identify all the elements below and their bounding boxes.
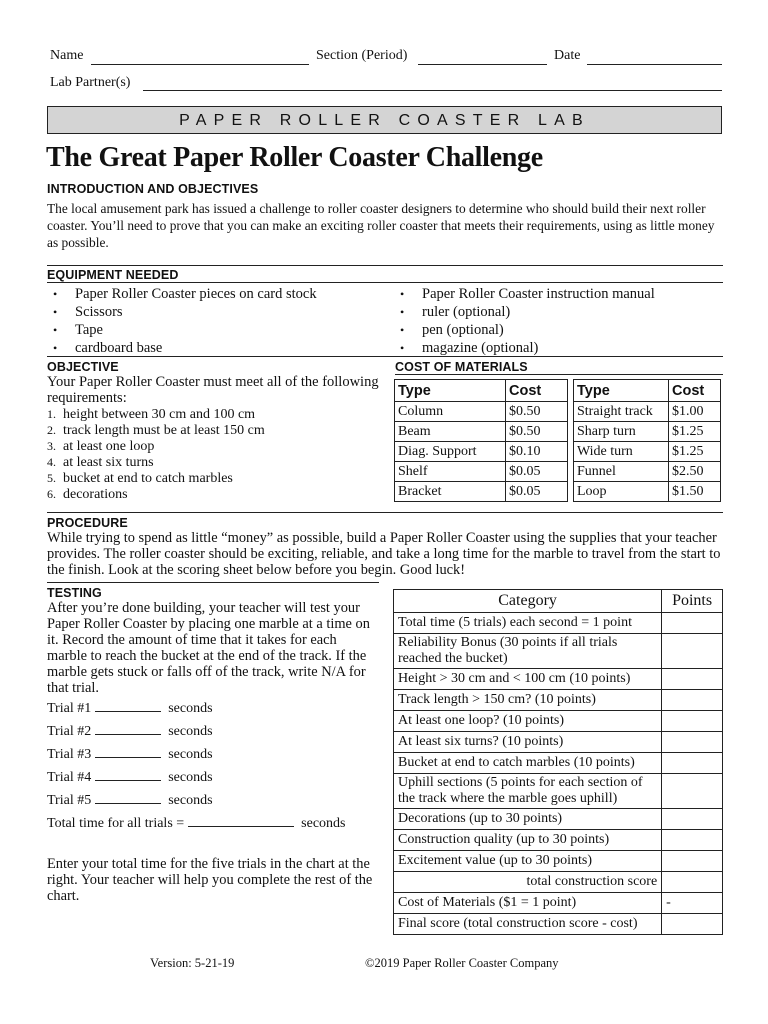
list-item: • Tape xyxy=(45,321,385,339)
testing-heading: TESTING xyxy=(47,586,102,600)
table-cell: Wide turn xyxy=(574,442,669,462)
table-cell: $0.05 xyxy=(506,482,568,502)
score-points-cell[interactable] xyxy=(662,809,723,830)
score-points-cell[interactable] xyxy=(662,613,723,634)
intro-text: The local amusement park has issued a challenge to roller coaster designers to determine who should build their next roller coaster. You’ll need to prove that you can make an exciting roller coaster that meets their requirements, using as little money as possible. xyxy=(47,201,715,250)
table-row xyxy=(394,851,723,872)
score-points-cell[interactable] xyxy=(662,711,723,732)
objective-text: Your Paper Roller Coaster must meet all of the following requirements: xyxy=(47,374,379,406)
trial-row xyxy=(47,770,377,793)
score-points-cell[interactable] xyxy=(662,872,723,893)
divider xyxy=(47,265,723,266)
table-row xyxy=(395,402,721,422)
seconds-label: seconds xyxy=(301,816,346,831)
seconds-label: seconds xyxy=(168,793,213,808)
trial-row xyxy=(47,701,377,724)
table-cell: Column xyxy=(395,402,506,422)
table-cell: Beam xyxy=(395,422,506,442)
table-cell: Loop xyxy=(574,482,669,502)
partner-field[interactable] xyxy=(143,90,722,91)
table-cell: $0.05 xyxy=(506,462,568,482)
trial-list xyxy=(47,701,377,839)
table-row xyxy=(395,442,721,462)
score-category-cell: Reliability Bonus (30 points if all trials reached the bucket) xyxy=(394,634,662,669)
score-points-cell[interactable]: - xyxy=(662,893,723,914)
table-header: Type xyxy=(574,380,669,402)
trial-row xyxy=(47,793,377,816)
score-points-cell[interactable] xyxy=(662,634,723,669)
trial-label: Trial #5 xyxy=(47,793,92,808)
procedure-text: While trying to spend as little “money” as possible, build a Paper Roller Coaster using the supplies that your teacher provides. The roller coaster should be exciting, reliable, and take a long time for the marble to travel from the start to the finish. Look at the scoring sheet below before you begin. Good luck! xyxy=(47,530,721,578)
trial-label: Trial #1 xyxy=(47,701,92,716)
name-label: Name xyxy=(50,48,84,63)
table-cell: $1.25 xyxy=(669,422,721,442)
table-row xyxy=(394,753,723,774)
divider xyxy=(47,512,723,513)
trial-label: Trial #2 xyxy=(47,724,92,739)
table-header: Points xyxy=(662,590,723,613)
score-table xyxy=(393,589,723,935)
table-cell: $1.25 xyxy=(669,442,721,462)
equipment-list-right xyxy=(392,285,722,357)
list-item: • cardboard base xyxy=(45,339,385,357)
score-category-cell: Bucket at end to catch marbles (10 points) xyxy=(394,753,662,774)
total-time-row xyxy=(47,816,377,839)
table-cell: $0.50 xyxy=(506,422,568,442)
score-category-cell: Decorations (up to 30 points) xyxy=(394,809,662,830)
cost-table xyxy=(394,379,721,502)
table-row xyxy=(394,669,723,690)
score-category-cell: Cost of Materials ($1 = 1 point) xyxy=(394,893,662,914)
table-cell: $1.50 xyxy=(669,482,721,502)
testing-footer-text: Enter your total time for the five trials in the chart at the right. Your teacher will help you complete the rest of the chart. xyxy=(47,856,373,904)
list-item: 5. bucket at end to catch marbles xyxy=(47,471,233,486)
list-item: • magazine (optional) xyxy=(392,339,722,357)
trial-row xyxy=(47,724,377,747)
trial-1-field[interactable] xyxy=(95,711,161,712)
list-item: • Paper Roller Coaster instruction manual xyxy=(392,285,722,303)
list-item: 3. at least one loop xyxy=(47,439,155,454)
table-row xyxy=(394,893,723,914)
table-header: Type xyxy=(395,380,506,402)
table-row xyxy=(394,914,723,935)
table-row xyxy=(394,872,723,893)
table-header: Cost xyxy=(506,380,568,402)
version-label: Version: 5-21-19 xyxy=(150,956,235,970)
list-item: 2. track length must be at least 150 cm xyxy=(47,423,265,438)
table-cell: Diag. Support xyxy=(395,442,506,462)
score-points-cell[interactable] xyxy=(662,669,723,690)
score-points-cell[interactable] xyxy=(662,774,723,809)
copyright-label: ©2019 Paper Roller Coaster Company xyxy=(365,956,559,970)
name-field[interactable] xyxy=(91,64,309,65)
page-title: The Great Paper Roller Coaster Challenge xyxy=(46,142,543,173)
table-row xyxy=(394,830,723,851)
list-item: • Scissors xyxy=(45,303,385,321)
divider xyxy=(47,282,723,283)
procedure-heading: PROCEDURE xyxy=(47,516,128,530)
trial-3-field[interactable] xyxy=(95,757,161,758)
table-cell: Funnel xyxy=(574,462,669,482)
seconds-label: seconds xyxy=(168,770,213,785)
table-row xyxy=(395,482,721,502)
list-item: 4. at least six turns xyxy=(47,455,154,470)
table-cell: Straight track xyxy=(574,402,669,422)
equipment-list-left xyxy=(45,285,385,357)
table-header: Cost xyxy=(669,380,721,402)
score-category-cell: At least six turns? (10 points) xyxy=(394,732,662,753)
list-item: • pen (optional) xyxy=(392,321,722,339)
intro-heading: INTRODUCTION AND OBJECTIVES xyxy=(47,182,259,196)
table-row xyxy=(394,809,723,830)
seconds-label: seconds xyxy=(168,701,213,716)
table-cell: $1.00 xyxy=(669,402,721,422)
table-cell: $0.10 xyxy=(506,442,568,462)
table-row xyxy=(394,732,723,753)
table-cell: $2.50 xyxy=(669,462,721,482)
date-field[interactable] xyxy=(587,64,722,65)
equipment-heading: EQUIPMENT NEEDED xyxy=(47,268,179,282)
score-points-cell[interactable] xyxy=(662,753,723,774)
score-category-cell: total construction score xyxy=(394,872,662,893)
cost-heading: COST OF MATERIALS xyxy=(395,360,528,374)
table-cell: Sharp turn xyxy=(574,422,669,442)
score-category-cell: Track length > 150 cm? (10 points) xyxy=(394,690,662,711)
score-points-cell[interactable] xyxy=(662,732,723,753)
list-item: • Paper Roller Coaster pieces on card stock xyxy=(45,285,385,303)
table-row xyxy=(394,774,723,809)
trial-5-field[interactable] xyxy=(95,803,161,804)
score-category-cell: At least one loop? (10 points) xyxy=(394,711,662,732)
table-row xyxy=(394,690,723,711)
score-points-cell[interactable] xyxy=(662,690,723,711)
section-field[interactable] xyxy=(418,64,547,65)
trial-4-field[interactable] xyxy=(95,780,161,781)
table-row xyxy=(395,462,721,482)
seconds-label: seconds xyxy=(168,724,213,739)
score-category-cell: Total time (5 trials) each second = 1 point xyxy=(394,613,662,634)
score-category-cell: Uphill sections (5 points for each section of the track where the marble goes uphill) xyxy=(394,774,662,809)
date-label: Date xyxy=(554,48,581,63)
table-cell: Shelf xyxy=(395,462,506,482)
seconds-label: seconds xyxy=(168,747,213,762)
total-time-label: Total time for all trials = xyxy=(47,816,185,831)
trial-row xyxy=(47,747,377,770)
score-points-cell[interactable] xyxy=(662,830,723,851)
trial-2-field[interactable] xyxy=(95,734,161,735)
table-header: Category xyxy=(394,590,662,613)
table-row xyxy=(394,711,723,732)
objective-heading: OBJECTIVE xyxy=(47,360,119,374)
table-cell: $0.50 xyxy=(506,402,568,422)
list-item: 1. height between 30 cm and 100 cm xyxy=(47,407,256,422)
lab-banner: PAPER ROLLER COASTER LAB xyxy=(47,106,722,134)
score-category-cell: Height > 30 cm and < 100 cm (10 points) xyxy=(394,669,662,690)
table-row xyxy=(395,422,721,442)
testing-text: After you’re done building, your teacher will test your Paper Roller Coaster by placing one marble at a time on it. Record the amount of time that it takes for each marble to reach the bucket at the end of the track. If the marble gets stuck or falls off of the track, write N/A for that trial. xyxy=(47,600,370,696)
partner-label: Lab Partner(s) xyxy=(50,75,131,90)
divider xyxy=(47,582,379,583)
score-points-cell[interactable] xyxy=(662,851,723,872)
trial-label: Trial #4 xyxy=(47,770,92,785)
list-item: • ruler (optional) xyxy=(392,303,722,321)
score-points-cell[interactable] xyxy=(662,914,723,935)
table-row xyxy=(394,613,723,634)
divider xyxy=(395,374,723,375)
total-time-field[interactable] xyxy=(188,826,294,827)
requirements-list xyxy=(47,406,377,502)
table-cell: Bracket xyxy=(395,482,506,502)
divider xyxy=(47,356,723,357)
trial-label: Trial #3 xyxy=(47,747,92,762)
table-row xyxy=(394,634,723,669)
score-category-cell: Final score (total construction score - cost) xyxy=(394,914,662,935)
score-category-cell: Excitement value (up to 30 points) xyxy=(394,851,662,872)
score-category-cell: Construction quality (up to 30 points) xyxy=(394,830,662,851)
list-item: 6. decorations xyxy=(47,487,128,502)
section-label: Section (Period) xyxy=(316,48,408,63)
